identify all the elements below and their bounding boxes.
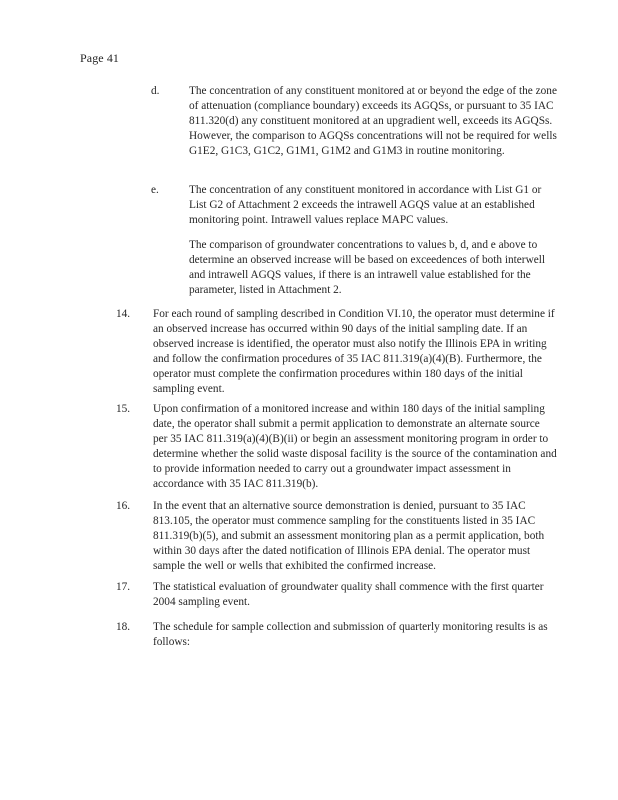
condition-18-number: 18. xyxy=(116,621,131,633)
condition-14-text: For each round of sampling described in Condition VI.10, the operator must determine if an observed increase has occurred within 90 days of the initial sampling date. If an observed increase is identified, the operator must also notify the Illinois EPA in writing and follow the confirmation procedures of 35 IAC 811.319(a)(4)(B). Furthermore, the operator must complete the confirmation procedures within 180 days of the initial sampling event. xyxy=(153,308,555,395)
condition-15-text: Upon confirmation of a monitored increase and within 180 days of the initial sampling date, the operator shall submit a permit application to demonstrate an alternate source per 35 IAC 811.319(a)(4)(B)(ii) or begin an assessment monitoring program in order to determine whether the solid waste disposal facility is the source of the contamination and to provide information needed to carry out a groundwater impact assessment in accordance with 35 IAC 811.319(b). xyxy=(153,403,557,490)
condition-17-number: 17. xyxy=(116,581,131,593)
condition-14-number: 14. xyxy=(116,308,131,320)
sub-item-e-letter: e. xyxy=(151,184,159,196)
condition-15-number: 15. xyxy=(116,403,131,415)
sub-item-e-text: The concentration of any constituent monitored in accordance with List G1 or List G2 of Attachment 2 exceeds the intrawell AGQS value at an established monitoring point. Intrawell values replace MAPC values. xyxy=(189,184,542,226)
condition-17-text: The statistical evaluation of groundwater quality shall commence with the first quarter 2004 sampling event. xyxy=(153,581,544,608)
condition-18-text: The schedule for sample collection and submission of quarterly monitoring results is as follows: xyxy=(153,621,548,648)
comparison-note: The comparison of groundwater concentrations to values b, d, and e above to determine an observed increase will be based on exceedences of both interwell and intrawell AGQS values, if there is an intrawell value established for the parameter, listed in Attachment 2. xyxy=(189,239,546,296)
sub-item-d-letter: d. xyxy=(151,85,160,97)
page-number: Page 41 xyxy=(80,51,120,65)
condition-16-text: In the event that an alternative source demonstration is denied, pursuant to 35 IAC 813.105, the operator must commence sampling for the constituents listed in 35 IAC 811.319(b)(5), and submit an assessment monitoring plan as a permit application, both within 30 days after the dated notification of Illinois EPA denial. The operator must sample the well or wells that exhibited the confirmed increase. xyxy=(153,500,545,572)
sub-item-d-text: The concentration of any constituent monitored at or beyond the edge of the zone of attenuation (compliance boundary) exceeds its AGQSs, or pursuant to 35 IAC 811.320(d) any constituent monitored at an upgradient well, exceeds its AGQSs. However, the comparison to AGQSs concentrations will not be required for wells G1E2, G1C3, G1C2, G1M1, G1M2 and G1M3 in routine monitoring. xyxy=(189,85,557,157)
condition-16-number: 16. xyxy=(116,500,131,512)
